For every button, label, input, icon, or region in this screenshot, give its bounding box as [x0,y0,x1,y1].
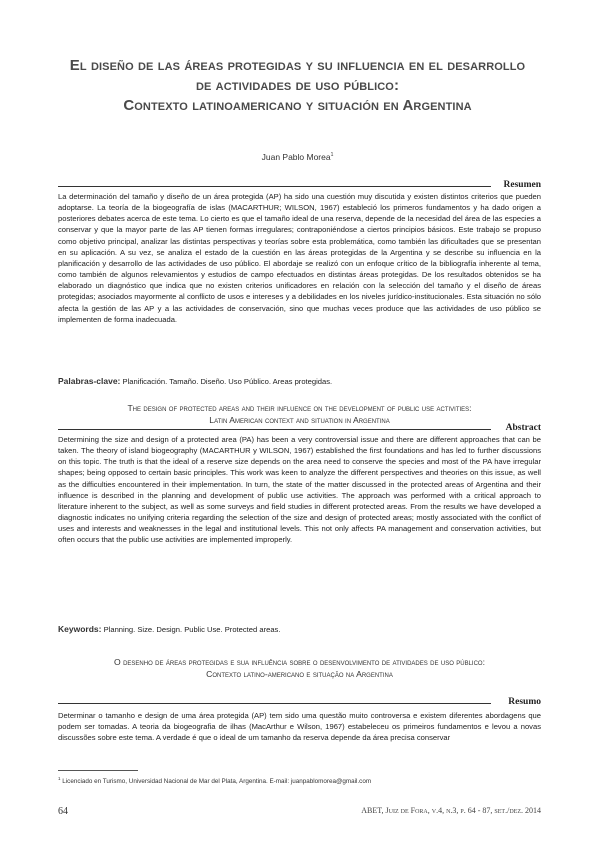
footnote-marker: 1 [58,776,61,781]
abstract-keywords-value: Planning. Size. Design. Public Use. Protected areas. [103,625,281,634]
resumen-keywords-value: Planificación. Tamaño. Diseño. Uso Público. Areas protegidas. [122,377,333,386]
title-line-2: de actividades de uso público: [195,77,400,94]
resumo-title-line-1: O desenho de áreas protegidas e sua influência sobre o desenvolvimento de atividades de uso público: [114,657,485,667]
article-title [40,56,555,116]
running-footer: ABET, Juiz de Fora, v.4, n.3, p. 64 - 87, set./dez. 2014 [361,806,541,815]
resumen-rule [58,186,491,187]
abstract-text: Determining the size and design of a protected area (PA) has been a very controversial issue and there are different approaches that can be taken. The theory of island biogeography (MACARTHUR y WILSON, 1967) established the first foundations and has led to further discussions on this topic. The truth is that the ideal of a reserve size depends on the area need to conserve the species and most of the PA have irregular shapes; being opposed to certain basic principles. This work was keen to analyze the different perspectives and theories on this issue, as well as the difficulties encountered in their implementation. In turn, the state of the matter discussed in the protected areas of Argentina and their influence is described in the planning and development of public use activities. The approach was performed with a critical approach to literature inherent to the subject, as well as some surveys and field studies in different protected areas. From the results we have developed a diagnostic indicates no unifying criteria regarding the selection of the size and design of protected areas; mostly associated with the conflict of uses and interests and weaknesses in the legal and institutional levels. This not only affects PA management and conservation activities, but often occurs that the public use activities are implemented improperly. [58,435,541,545]
title-line-3: Contexto latinoamericano y situación en Argentina [123,97,472,114]
resumo-label: Resumo [508,697,541,707]
resumen-text: La determinación del tamaño y diseño de un área protegida (AP) ha sido una cuestión muy discutida y existen distintos criterios que pueden adoptarse. La teoría de la biogeografía de islas (MACARTHUR; WILSON, 1967) estableció los primeros fundamentos y ha dado origen a posteriores debates acerca de este tema. Lo cierto es que el tamaño ideal de una reserva, depende de la necesidad del área de las especies a conservar y que la mayor parte de las AP tienen formas irregulares; contraponiéndose a ciertos principios básicos. Este trabajo se propuso como objetivo principal, analizar las distintas perspectivas y teorías sobre esta problemática, como también las dificultades que se presentan en su aplicación. A su vez, se analiza el estado de la cuestión en las áreas protegidas de la Argentina y se describe su influencia en la planificación y desarrollo de las actividades de uso público. El abordaje se realizó con un enfoque crítico de la bibliografía inherente al tema, como también de algunos relevamientos y estudios de campo efectuados en distintas áreas protegidas. De los resultados obtenidos se ha elaborado un diagnóstico que indica que no existen criterios unificadores en relación con la selección del tamaño y el diseño de áreas protegidas; asociados mayormente al conflicto de usos e intereses y a debilidades en los niveles jurídico-institucionales. Esta situación no sólo afecta la gestión de las AP y a las actividades de conservación, sino que muchas veces produce que las actividades de uso público se implementen de forma inadecuada. [58,192,541,324]
abstract-keywords-label: Keywords: [58,624,102,634]
author-name: Juan Pablo Morea [261,152,331,162]
author-footnote-marker: 1 [330,152,334,159]
abstract-title-line-1: The design of protected areas and their influence on the development of public use activities: [127,403,472,413]
footnote-rule [58,770,138,771]
resumen-keywords-label: Palabras-clave: [58,376,121,386]
author-line [0,152,595,162]
resumo-rule [58,703,491,704]
page-number: 64 [58,806,68,817]
abstract-label: Abstract [505,423,541,433]
footnote [58,776,541,785]
footnote-text: Licenciado en Turismo, Universidad Nacional de Mar del Plata, Argentina. E-mail: juanpablomorea@gmail.com [62,778,372,786]
resumo-text: Determinar o tamanho e design de uma área protegida (AP) tem sido uma questão muito controversa e existem diferentes abordagens que podem ser tomadas. A teoria da biogeografia de ilhas (MacArthur e Wilson, 1967) estabeleceu os primeiros fundamentos e levou a novas discussões sobre este tema. A verdade é que o ideal de um tamanho da reserva depende da área precisa conservar [58,711,541,743]
resumen-label: Resumen [503,180,541,190]
resumo-heading [58,697,541,709]
title-line-1: El diseño de las áreas protegidas y su influencia en el desarrollo [69,57,526,74]
abstract-keywords [58,624,541,634]
resumen-keywords [58,376,541,386]
resumo-title [58,656,541,680]
abstract-title-line-2: Latin American context and situation in Argentina [209,415,390,425]
abstract-rule [58,429,491,430]
resumo-title-line-2: Contexto latino-americano e situação na Argentina [206,669,393,679]
